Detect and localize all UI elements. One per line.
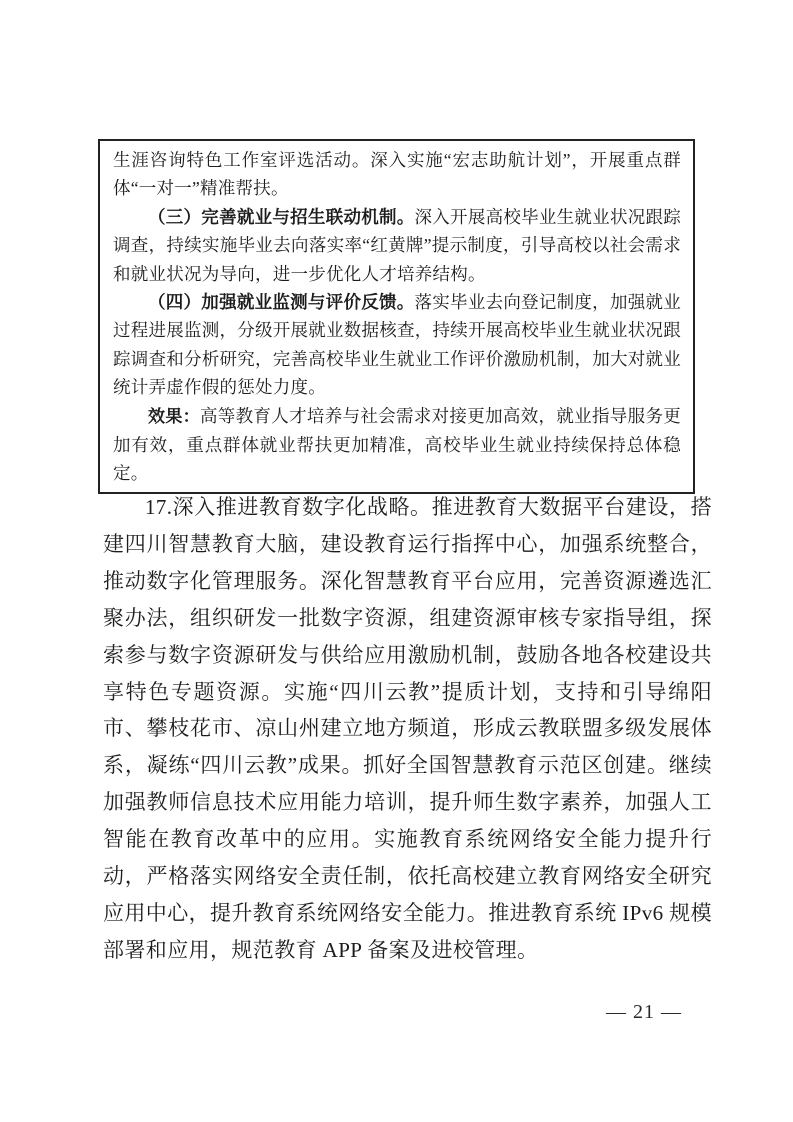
box-paragraph-continuation [113,146,681,203]
box-paragraph-text: 深入开展高校毕业生就业状况跟踪调查，持续实施毕业去向落实率“红黄牌”提示制度，引导高校以社会需求和就业状况为导向，进一步优化人才培养结构。 [113,206,682,284]
box-subheading-3: （三）完善就业与招生联动机制。 [148,206,415,227]
box-paragraph-item-3 [113,203,681,288]
box-paragraph-text: 生涯咨询特色工作室评选活动。深入实施“宏志助航计划”，开展重点群体“一对一”精准帮扶。 [113,150,681,199]
box-paragraph-text: 高等教育人才培养与社会需求对接更加高效，就业指导服务更加有效，重点群体就业帮扶更加精准，高校毕业生就业持续保持总体稳定。 [113,405,682,484]
box-paragraph-text: 落实毕业去向登记制度，加强就业过程进展监测，分级开展就业数据核查，持续开展高校毕业生就业状况跟踪调查和分析研究，完善高校毕业生就业工作评价激励机制，加大对就业统计弄虚作假的惩处力度。 [113,292,682,398]
effect-label: 效果： [148,406,200,426]
box-paragraph-item-4 [113,288,681,402]
item-number: 17. [145,495,173,519]
effect-summary-box [98,139,695,494]
paragraph-17 [103,489,712,969]
box-subheading-4: （四）加强就业监测与评价反馈。 [148,292,415,313]
page-number: — 21 — [606,1001,682,1023]
box-paragraph-effect [113,402,681,488]
item-body: 推进教育大数据平台建设，搭建四川智慧教育大脑，建设教育运行指挥中心，加强系统整合，推动数字化管理服务。深化智慧教育平台应用，完善资源遴选汇聚办法，组织研发一批数字资源，组建资源审核专家指导组，探索参与数字资源研发与供给应用激励机制，鼓励各地各校建设共享特色专题资源。实施“四川云教”提质计划，支持和引导绵阳市、攀枝花市、凉山州建立地方频道，形成云教联盟多级发展体系，凝练“四川云教”成果。抓好全国智慧教育示范区创建。继续加强教师信息技术应用能力培训，提升师生数字素养，加强人工智能在教育改革中的应用。实施教育系统网络安全能力提升行动，严格落实网络安全责任制，依托高校建立教育网络安全研究应用中心，提升教育系统网络安全能力。推进教育系统 IPv6 规模部署和应用，规范教育 APP 备案及进校管理。 [103,495,712,962]
item-title: 深入推进教育数字化战略。 [172,495,432,519]
